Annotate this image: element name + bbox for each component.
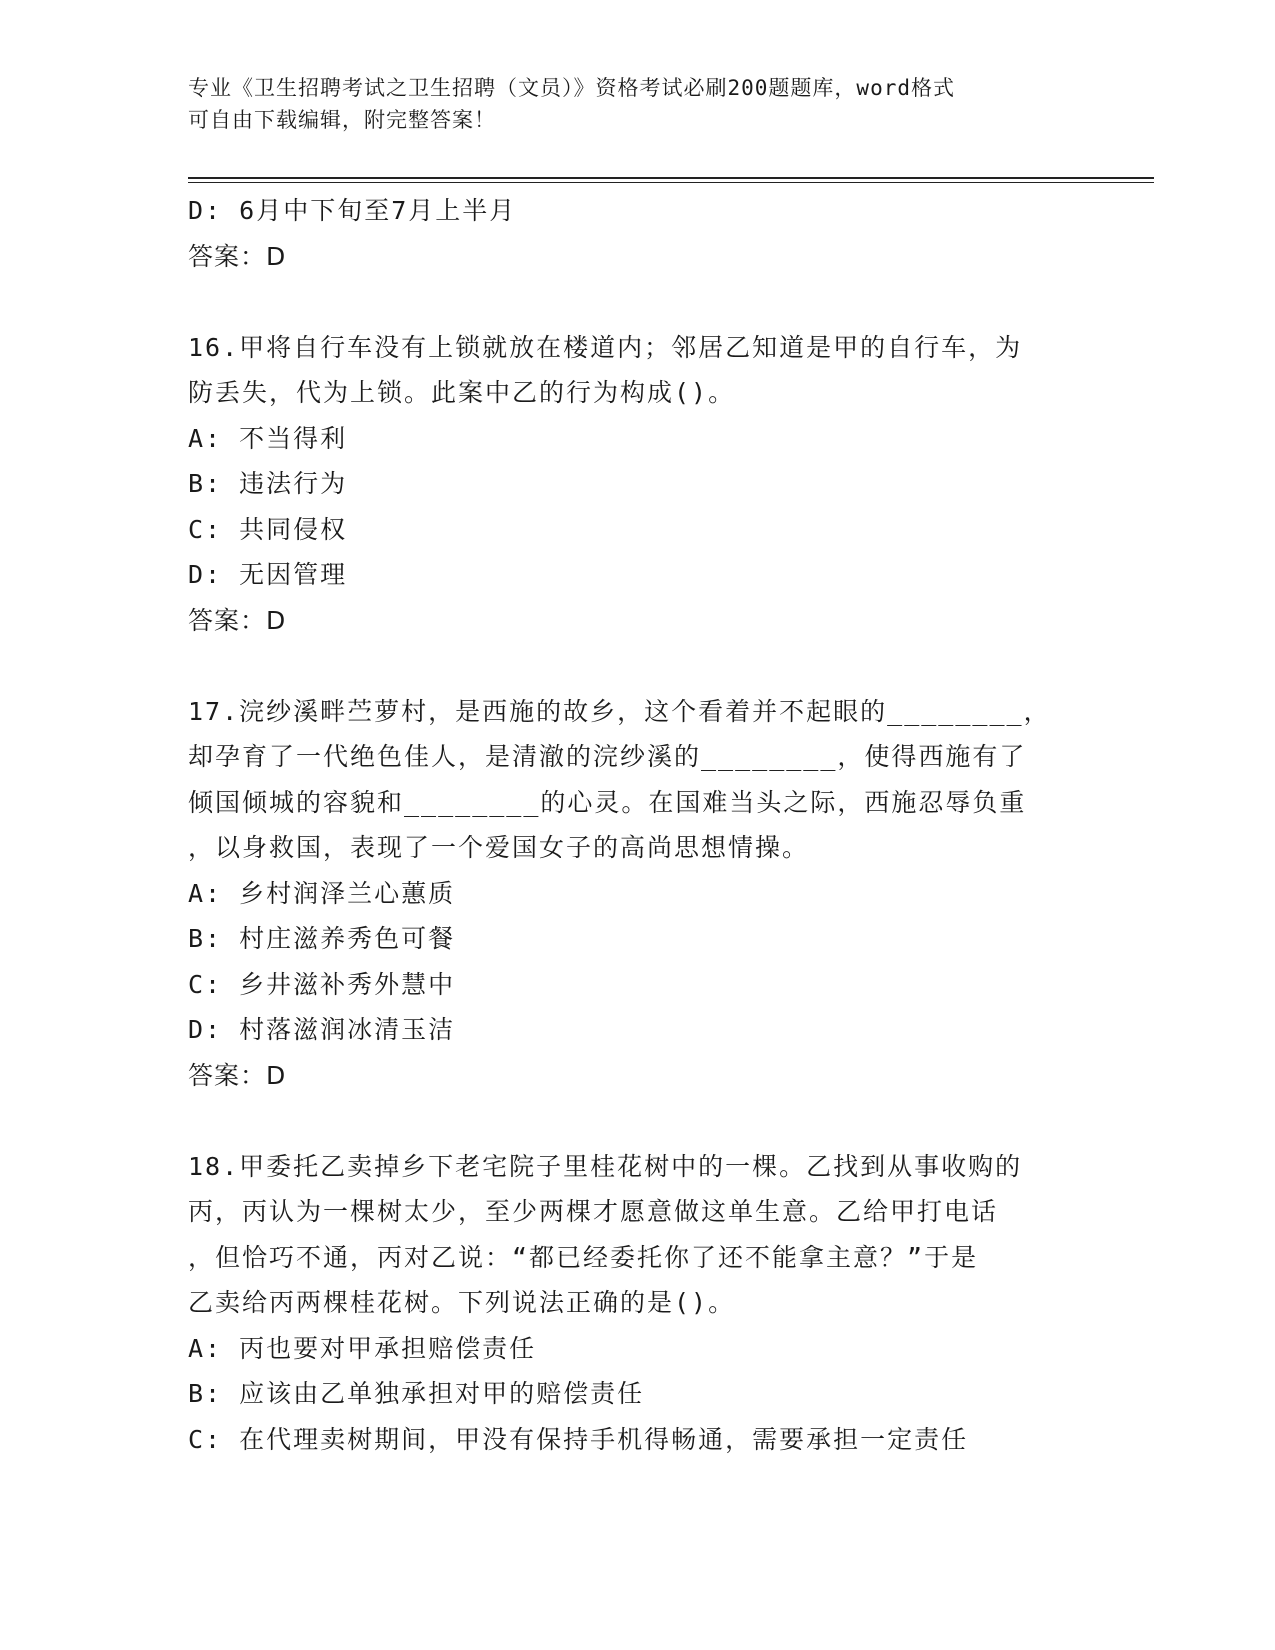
option-b: B: 违法行为 <box>188 469 348 498</box>
document-header <box>188 72 1068 136</box>
question-stem-line: 倾国倾城的容貌和________的心灵。在国难当头之际，西施忍辱负重 <box>188 787 1027 817</box>
header-title-line-1: 专业《卫生招聘考试之卫生招聘（文员）》资格考试必刷200题题库，word格式 <box>188 76 955 100</box>
question-17 <box>188 689 1068 1099</box>
option-d: D: 无因管理 <box>188 560 348 589</box>
option-c: C: 在代理卖树期间，甲没有保持手机得畅通，需要承担一定责任 <box>188 1424 969 1454</box>
document-body <box>188 188 1068 1462</box>
option-a: A: 不当得利 <box>188 423 348 453</box>
header-divider-thin <box>188 182 1154 183</box>
question-18 <box>188 1144 1068 1463</box>
option-a: A: 乡村润泽兰心蕙质 <box>188 878 456 908</box>
answer-line: 答案：D <box>188 605 287 635</box>
option-c: C: 共同侵权 <box>188 514 348 544</box>
question-stem-line: 18.甲委托乙卖掉乡下老宅院子里桂花树中的一棵。乙找到从事收购的 <box>188 1151 1023 1181</box>
option-b: B: 村庄滋养秀色可餐 <box>188 924 456 953</box>
previous-question-tail <box>188 188 1068 279</box>
answer-line: 答案：D <box>188 1060 287 1090</box>
question-stem-line: 乙卖给丙两棵桂花树。下列说法正确的是()。 <box>188 1288 736 1317</box>
option-b: B: 应该由乙单独承担对甲的赔偿责任 <box>188 1379 645 1408</box>
spacer <box>188 279 1068 325</box>
answer-line: 答案：D <box>188 241 287 271</box>
question-16 <box>188 325 1068 644</box>
spacer <box>188 643 1068 689</box>
header-title-line-2: 可自由下载编辑，附完整答案！ <box>188 108 496 132</box>
question-stem-line: 却孕育了一代绝色佳人，是清澈的浣纱溪的________，使得西施有了 <box>188 742 1027 771</box>
option-a: A: 丙也要对甲承担赔偿责任 <box>188 1333 537 1363</box>
option-d: D: 村落滋润冰清玉洁 <box>188 1015 456 1044</box>
question-stem-line: 防丢失，代为上锁。此案中乙的行为构成()。 <box>188 378 736 407</box>
question-stem-line: ，以身救国，表现了一个爱国女子的高尚思想情操。 <box>188 833 810 862</box>
option-d: D: 6月中下旬至7月上半月 <box>188 196 517 225</box>
spacer <box>188 1098 1068 1144</box>
header-divider-thick <box>188 177 1154 179</box>
question-stem-line: 丙，丙认为一棵树太少，至少两棵才愿意做这单生意。乙给甲打电话 <box>188 1197 999 1226</box>
question-stem-line: ，但恰巧不通，丙对乙说：“都已经委托你了还不能拿主意？”于是 <box>188 1242 979 1272</box>
question-stem-line: 17.浣纱溪畔苎萝村，是西施的故乡，这个看着并不起眼的________， <box>188 696 1051 726</box>
question-stem-line: 16.甲将自行车没有上锁就放在楼道内；邻居乙知道是甲的自行车，为 <box>188 332 1023 362</box>
option-c: C: 乡井滋补秀外慧中 <box>188 969 456 999</box>
